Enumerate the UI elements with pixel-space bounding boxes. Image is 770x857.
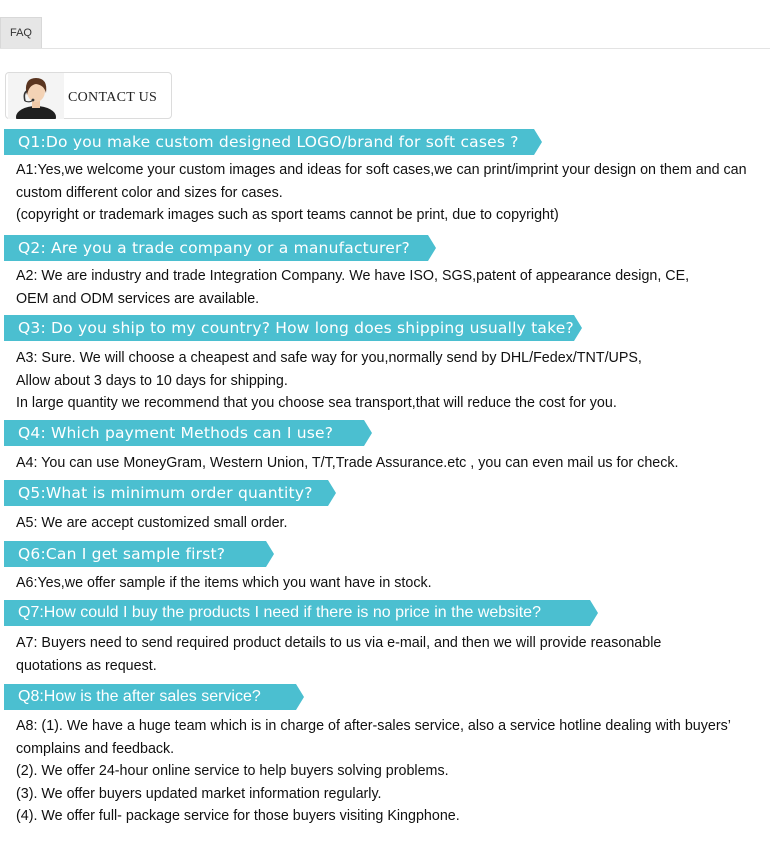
faq-question-8 xyxy=(4,684,304,710)
contact-us-label: CONTACT US xyxy=(68,90,158,105)
answer-line: quotations as request. xyxy=(16,657,157,674)
faq-question-text: Q1:Do you make custom designed LOGO/brand for soft cases ? xyxy=(18,133,519,151)
contact-us-banner[interactable] xyxy=(5,72,172,119)
faq-answer-8 xyxy=(16,715,731,828)
faq-question-text: Q6:Can I get sample first? xyxy=(18,545,226,563)
answer-line: A2: We are industry and trade Integration Company. We have ISO, SGS,patent of appearance design, CE, xyxy=(16,268,690,284)
faq-question-text: Q2: Are you a trade company or a manufacturer? xyxy=(18,239,410,257)
answer-line: (4). We offer full- package service for those buyers visiting Kingphone. xyxy=(16,808,460,824)
answer-line: A8: (1). We have a huge team which is in charge of after-sales service, also a service hotline dealing with buyers’ xyxy=(16,718,731,734)
answer-line: complains and feedback. xyxy=(16,740,175,757)
answer-line: (2). We offer 24-hour online service to help buyers solving problems. xyxy=(16,763,449,779)
faq-question-2 xyxy=(4,235,436,261)
faq-question-6 xyxy=(4,541,274,567)
faq-answer-3 xyxy=(16,347,642,415)
faq-question-3 xyxy=(4,315,582,341)
answer-line: (copyright or trademark images such as sport teams cannot be print, due to copyright) xyxy=(16,207,559,223)
answer-line: A6:Yes,we offer sample if the items which you want have in stock. xyxy=(16,575,432,591)
faq-answer-2 xyxy=(16,265,689,310)
faq-question-text: Q7:How could I buy the products I need if there is no price in the website? xyxy=(18,604,541,621)
answer-line: custom different color and sizes for cases. xyxy=(16,184,283,201)
answer-line: A1:Yes,we welcome your custom images and ideas for soft cases,we can print/imprint your design on them and can xyxy=(16,162,747,178)
faq-question-1 xyxy=(4,129,542,155)
support-agent-icon xyxy=(8,73,64,119)
answer-line: In large quantity we recommend that you choose sea transport,that will reduce the cost for you. xyxy=(16,395,617,411)
tab-bar xyxy=(0,0,770,49)
faq-question-text: Q4: Which payment Methods can I use? xyxy=(18,424,334,442)
faq-question-5 xyxy=(4,480,336,506)
answer-line: A3: Sure. We will choose a cheapest and safe way for you,normally send by DHL/Fedex/TNT/UPS, xyxy=(16,350,642,366)
faq-answer-1 xyxy=(16,159,747,227)
faq-answer-5 xyxy=(16,512,288,535)
answer-line: A7: Buyers need to send required product details to us via e-mail, and then we will provide reasonable xyxy=(16,635,662,651)
faq-question-7 xyxy=(4,600,598,626)
answer-line: (3). We offer buyers updated market information regularly. xyxy=(16,785,382,802)
tab-faq[interactable]: FAQ xyxy=(0,17,42,48)
faq-answer-6 xyxy=(16,572,432,595)
faq-answer-4 xyxy=(16,452,679,475)
faq-answer-7 xyxy=(16,632,661,677)
answer-line: A5: We are accept customized small order. xyxy=(16,515,288,531)
answer-line: OEM and ODM services are available. xyxy=(16,290,260,307)
faq-question-text: Q5:What is minimum order quantity? xyxy=(18,484,313,502)
answer-line: A4: You can use MoneyGram, Western Union, T/T,Trade Assurance.etc , you can even mail us for check. xyxy=(16,455,679,471)
faq-question-text: Q8:How is the after sales service? xyxy=(18,688,261,705)
faq-question-text: Q3: Do you ship to my country? How long does shipping usually take? xyxy=(18,319,574,337)
answer-line: Allow about 3 days to 10 days for shipping. xyxy=(16,372,288,389)
faq-question-4 xyxy=(4,420,372,446)
